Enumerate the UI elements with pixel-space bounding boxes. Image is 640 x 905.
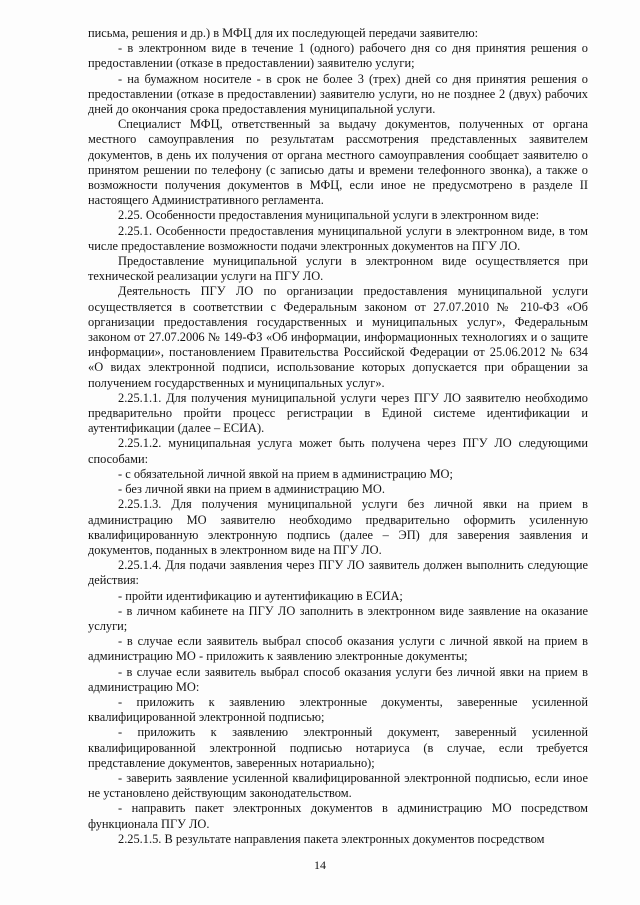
paragraph: 2.25.1.4. Для подачи заявления через ПГУ ЛО заявитель должен выполнить следующие действия: [88, 558, 588, 588]
paragraph: 2.25.1.1. Для получения муниципальной услуги через ПГУ ЛО заявителю необходимо предварительно пройти процесс регистрации в Единой системе идентификации и аутентификации (далее – ЕСИА). [88, 390, 588, 436]
paragraph: - приложить к заявлению электронный документ, заверенный усиленной квалифицированной электронной подписью нотариуса (в случае, если требуется представление документов, заверенных нотариально); [88, 725, 588, 770]
page-number: 14 [314, 858, 326, 872]
paragraph: Деятельность ПГУ ЛО по организации предоставления муниципальной услуги осуществляется в соответствии с Федеральным законом от 27.07.2010 № 210-ФЗ «Об организации предоставления государственных и муниципальных услуг», Федеральным законом от 27.07.2006 № 149-ФЗ «Об информации, информационных технологиях и о защите информации», постановлением Правительства Российской Федерации от 25.06.2012 № 634 «О видах электронной подписи, использование которых допускается при обращении за получением государственных и муниципальных услуг». [88, 284, 588, 390]
paragraph: - в электронном виде в течение 1 (одного) рабочего дня со дня принятия решения о предоставлении (отказе в предоставлении) заявителю услуги; [88, 41, 588, 71]
paragraph: 2.25.1. Особенности предоставления муниципальной услуги в электронном виде, в том числе предоставление возможности подачи электронных документов на ПГУ ЛО. [88, 223, 588, 253]
document-body [88, 26, 588, 847]
paragraph: - в личном кабинете на ПГУ ЛО заполнить в электронном виде заявление на оказание услуги; [88, 603, 588, 633]
paragraph: - с обязательной личной явкой на прием в администрацию МО; [118, 466, 453, 481]
paragraph: - приложить к заявлению электронные документы, заверенные усиленной квалифицированной электронной подписью; [88, 694, 588, 725]
paragraph: Специалист МФЦ, ответственный за выдачу документов, полученных от органа местного самоуправления по результатам рассмотрения представленных заявителем документов, в день их получения от органа местного самоуправления сообщает заявителю о принятом решении по телефону (с записью даты и времени телефонного звонка), а также о возможности получения документов в МФЦ, если иное не предусмотрено в разделе II настоящего Административного регламента. [88, 117, 588, 208]
paragraph: Предоставление муниципальной услуги в электронном виде осуществляется при технической реализации услуги на ПГУ ЛО. [88, 254, 588, 284]
paragraph: - без личной явки на прием в администрацию МО. [118, 482, 385, 497]
paragraph: 2.25.1.5. В результате направления пакета электронных документов посредством [118, 831, 545, 846]
paragraph: - в случае если заявитель выбрал способ оказания услуги без личной явки на прием в администрацию МО: [88, 664, 588, 694]
paragraph: 2.25.1.3. Для получения муниципальной услуги без личной явки на прием в администрацию МО заявителю необходимо предварительно оформить усиленную квалифицированную электронную подпись (далее – ЭП) для заверения заявления и документов, поданных в электронном виде на ПГУ ЛО. [88, 497, 588, 557]
paragraph: - пройти идентификацию и аутентификацию в ЕСИА; [118, 588, 403, 603]
paragraph: - заверить заявление усиленной квалифицированной электронной подписью, если иное не установлено действующим законодательством. [88, 770, 588, 801]
paragraph: 2.25. Особенности предоставления муниципальной услуги в электронном виде: [118, 208, 540, 223]
paragraph: - в случае если заявитель выбрал способ оказания услуги с личной явкой на прием в администрацию МО - приложить к заявлению электронные документы; [88, 634, 588, 664]
paragraph: 2.25.1.2. муниципальная услуга может быть получена через ПГУ ЛО следующими способами: [88, 436, 588, 466]
paragraph: - направить пакет электронных документов в администрацию МО посредством функционала ПГУ ЛО. [88, 801, 588, 831]
paragraph: - на бумажном носителе - в срок не более 3 (трех) дней со дня принятия решения о предоставлении (отказе в предоставлении) заявителю услуги, но не позднее 2 (двух) рабочих дней до окончания срока предоставления муниципальной услуги. [88, 71, 588, 117]
paragraph: письма, решения и др.) в МФЦ для их последующей передачи заявителю: [88, 26, 479, 40]
